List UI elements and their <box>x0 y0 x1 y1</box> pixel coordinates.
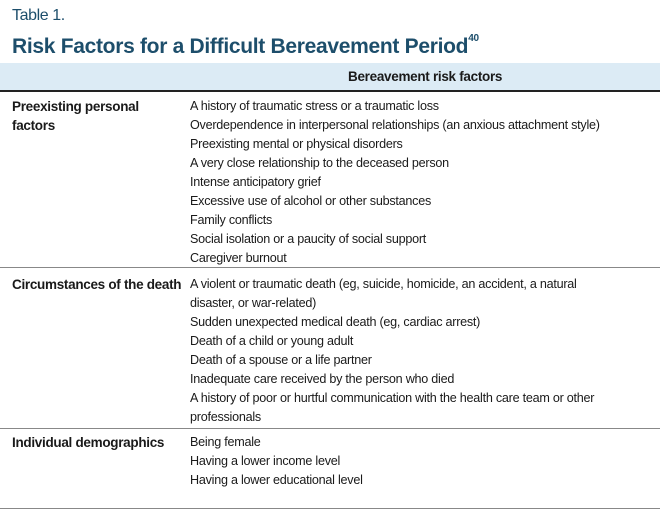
list-item: Being female <box>190 435 261 449</box>
list-item: Having a lower income level <box>190 454 341 468</box>
list-item: Overdependence in interpersonal relationships (an anxious attachment style) <box>190 118 600 132</box>
column-header: Bereavement risk factors <box>348 69 503 84</box>
list-item: A history of poor or hurtful communication with the health care team or other <box>190 391 595 405</box>
title-text: Risk Factors for a Difficult Bereavement Period <box>12 35 469 58</box>
table-label: Table 1. <box>12 7 65 24</box>
list-item: A very close relationship to the deceased person <box>190 156 449 170</box>
category-label: Individual demographics <box>12 435 165 450</box>
list-item: A violent or traumatic death (eg, suicide, homicide, an accident, a natural <box>190 277 577 291</box>
risk-factor-list <box>190 275 594 427</box>
title-reference: 40 <box>468 33 479 44</box>
list-item: Family conflicts <box>190 213 273 227</box>
list-item: Preexisting mental or physical disorders <box>190 137 403 151</box>
list-item: professionals <box>190 410 261 424</box>
list-item: Sudden unexpected medical death (eg, cardiac arrest) <box>190 315 481 329</box>
list-item: Inadequate care received by the person who died <box>190 372 455 386</box>
table-row <box>0 433 660 509</box>
list-item: Excessive use of alcohol or other substances <box>190 194 432 208</box>
table-title <box>12 35 479 59</box>
table-row <box>0 97 660 268</box>
risk-factor-list <box>190 433 363 490</box>
list-item: Intense anticipatory grief <box>190 175 321 189</box>
category-label: Preexisting personal factors <box>12 99 139 133</box>
list-item: Death of a spouse or a life partner <box>190 353 372 367</box>
list-item: A history of traumatic stress or a traumatic loss <box>190 99 439 113</box>
risk-factor-list <box>190 97 600 268</box>
list-item: Caregiver burnout <box>190 251 287 265</box>
category-label: Circumstances of the death <box>12 277 182 292</box>
list-item: Having a lower educational level <box>190 473 363 487</box>
list-item: Social isolation or a paucity of social support <box>190 232 427 246</box>
list-item: disaster, or war-related) <box>190 296 317 310</box>
list-item: Death of a child or young adult <box>190 334 354 348</box>
table-header <box>0 63 660 92</box>
table-row <box>0 275 660 429</box>
